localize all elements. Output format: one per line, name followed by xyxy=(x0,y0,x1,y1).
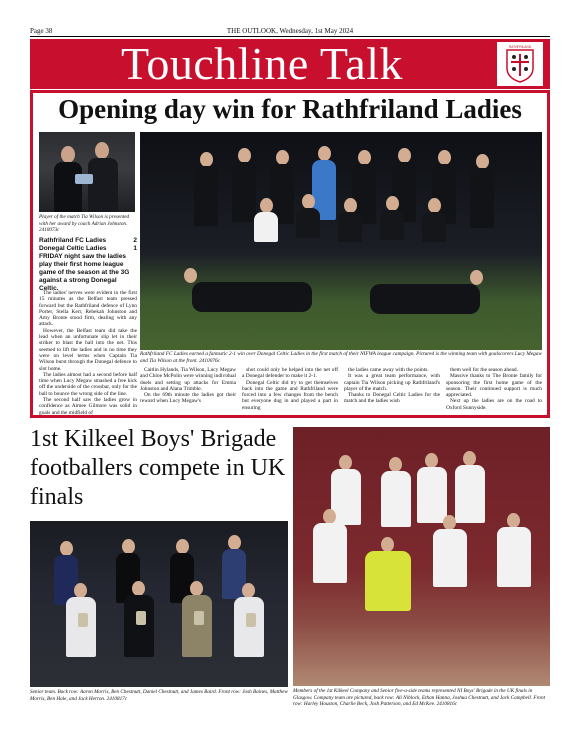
page-number: Page 38 xyxy=(30,27,53,35)
paragraph: Massive thanks to The Bronte family for sponsoring the first home game of the season. Their continued support is much appreciated. xyxy=(446,373,542,399)
trophy-icon xyxy=(194,611,204,625)
paragraph: The ladies almost had a second before half time when Lucy Megaw smashed a free kick off the underside of the crossbar, only for the ball to bounce the wrong side of the line. xyxy=(39,371,137,397)
company-team-photo xyxy=(293,427,550,686)
award-photo xyxy=(39,132,135,212)
player-shirt xyxy=(182,595,212,657)
player-head xyxy=(60,541,73,556)
player-figure xyxy=(232,162,256,222)
match-result xyxy=(39,237,137,253)
home-team: Rathfriland FC Ladies xyxy=(39,237,107,244)
player-head xyxy=(200,152,213,167)
paragraph: The ladies' nerves were evident in the first 15 minutes as the Belfast team pressed forward but the Rathfriland defence of Lynn Porter, Stella Kerr, Rebekah Johnston and Amy Bronte stood firm, dealing with any attack. xyxy=(39,290,137,328)
player-head xyxy=(184,268,197,283)
team-photo-caption: Rathfriland FC Ladies earned a fantastic 2-1 win over Donegal Celtic Ladies in the first match of their NIFWA league campaign. Pictured is the winning team with goalscorers Lucy Megaw and Tia Wilson at the front. 2410076c xyxy=(140,351,542,364)
goalkeeper-head xyxy=(318,146,331,161)
player-shirt xyxy=(497,527,531,587)
lead-paragraph: FRIDAY night saw the ladies play their first home league game of the season at the 3G against a strong Donegal Celtic. xyxy=(39,253,130,292)
trophy-icon xyxy=(78,613,88,627)
masthead-date: THE OUTLOOK, Wednesday, 1st May 2024 xyxy=(226,27,354,35)
article-column-2 xyxy=(140,367,236,405)
player-head xyxy=(470,270,483,285)
player-head xyxy=(386,196,399,211)
player-head xyxy=(339,455,352,470)
player-shirt xyxy=(254,212,278,242)
reclining-player xyxy=(192,282,312,312)
section-title: Touchline Talk xyxy=(120,38,404,89)
award-photo-caption: Player of the match Tia Wilson is presented with her award by coach Adrian Johnston. 2410073c xyxy=(39,214,130,233)
svg-text:RATHFRILAND: RATHFRILAND xyxy=(508,45,532,49)
goalkeeper-shirt xyxy=(365,551,411,611)
player-shirt xyxy=(124,595,154,657)
player-head xyxy=(443,515,456,530)
player-head xyxy=(260,198,273,213)
article-column-1 xyxy=(39,290,137,416)
player-head xyxy=(276,150,289,165)
senior-team-photo xyxy=(30,521,288,687)
player-head xyxy=(358,150,371,165)
player-head xyxy=(74,583,87,598)
player-head xyxy=(507,513,520,528)
trophy-icon xyxy=(246,613,256,627)
coach-face xyxy=(95,142,109,159)
coach-figure xyxy=(88,158,118,212)
home-score: 2 xyxy=(133,237,137,244)
paragraph: them well for the season ahead. xyxy=(450,367,518,373)
player-head xyxy=(425,453,438,468)
player-shirt xyxy=(433,529,467,587)
paragraph: On the 69th minute the ladies got their reward when Lucy Megaw's xyxy=(140,392,236,405)
company-team-caption: Members of the 1st Kilkeel Company and Senior five-a-side teams represented NI Boys' Brigade in the UK finals in Glasgow. Company team are pictured, back row: Ali Niblock, Ethan Hanna, Joshua Chestnutt, and Jack Campbell. Front row: Harley Houston, Charlie Beck, Josh Patterson, and Ed McKee. 2410816c xyxy=(293,688,546,707)
player-shirt xyxy=(422,212,446,242)
article-column-5 xyxy=(446,367,542,411)
player-head xyxy=(190,581,203,596)
club-crest-icon xyxy=(497,42,543,86)
team-photo xyxy=(140,132,542,350)
paragraph: However, the Belfast team did take the lead when an unfortunate slip let in their striker to blast the ball into the net. This seemed to lift the ladies and in no time they were on level terms when Captain Tia Wilson burst through the Donegal defence to slot home. xyxy=(39,327,137,372)
away-team: Donegal Celtic Ladies xyxy=(39,245,107,252)
player-shirt xyxy=(338,212,362,242)
player-shirt xyxy=(296,208,320,238)
paragraph: Thanks to Donegal Celtic Ladies for the match and the ladies wish xyxy=(344,392,440,405)
player-head xyxy=(176,539,189,554)
result-line-home xyxy=(39,237,137,245)
player-shirt xyxy=(66,597,96,657)
player-head xyxy=(463,451,476,466)
player-shirt xyxy=(455,465,485,523)
player-figure xyxy=(470,168,494,228)
player-shirt xyxy=(313,523,347,583)
paragraph: Caitlin Hylands, Tia Wilson, Lucy Megaw and Chloe McPolin were winning individual duels and setting up attacks for Emma Johnston and Alana Trimble. xyxy=(140,367,236,392)
player-head xyxy=(132,581,145,596)
article-column-4 xyxy=(344,367,440,405)
paragraph: the ladies came away with the points. xyxy=(348,367,429,373)
player-head xyxy=(228,535,241,550)
player-head xyxy=(323,509,336,524)
result-line-away xyxy=(39,245,137,253)
player-face xyxy=(61,146,75,163)
player-shirt xyxy=(380,210,404,240)
player-head xyxy=(238,148,251,163)
second-headline: 1st Kilkeel Boys' Brigade footballers compete in UK finals xyxy=(30,426,286,510)
paragraph: shot could only be helped into the net off a Donegal defender to make it 2-1. xyxy=(242,367,338,380)
paragraph: Donegal Celtic did try to get themselves back into the game and Rathfriland were forced into a few changes from the bench but everyone dug in and played a part in ensuring xyxy=(242,379,338,411)
main-headline: Opening day win for Rathfriland Ladies xyxy=(58,94,522,124)
paragraph: It was a great team performance, with captain Tia Wilson picking up Rathfriland's player of the match. xyxy=(344,373,440,392)
player-figure xyxy=(194,166,218,226)
goalkeeper-head xyxy=(381,537,394,552)
player-head xyxy=(398,148,411,163)
player-shirt xyxy=(417,467,447,523)
player-head xyxy=(438,150,451,165)
reclining-player xyxy=(370,284,480,314)
player-head xyxy=(428,198,441,213)
trophy-icon xyxy=(136,611,146,625)
top-rule xyxy=(30,36,550,37)
player-head xyxy=(476,154,489,169)
senior-team-caption: Senior team. Back row: Aaron Morris, Ben Chestnutt, Daniel Chestnutt, and James Baird. Front row: Josh Baines, Matthew Morris, Ben Hale, and Jack Herron. 2410817c xyxy=(30,689,288,702)
paragraph: The second half saw the ladies grow in confidence as Aimee Gilmore was solid in goals and the midfield of xyxy=(39,397,137,416)
paragraph: Next up the ladies are on the road to Oxford Sunnyside. xyxy=(446,398,542,411)
player-figure xyxy=(54,162,82,212)
away-score: 1 xyxy=(133,245,137,252)
player-shirt xyxy=(381,471,411,527)
player-head xyxy=(242,583,255,598)
player-head xyxy=(302,194,315,209)
award-certificate xyxy=(75,174,93,184)
player-head xyxy=(344,198,357,213)
player-head xyxy=(389,457,402,472)
player-shirt xyxy=(234,597,264,657)
article-column-3 xyxy=(242,367,338,411)
player-head xyxy=(122,539,135,554)
